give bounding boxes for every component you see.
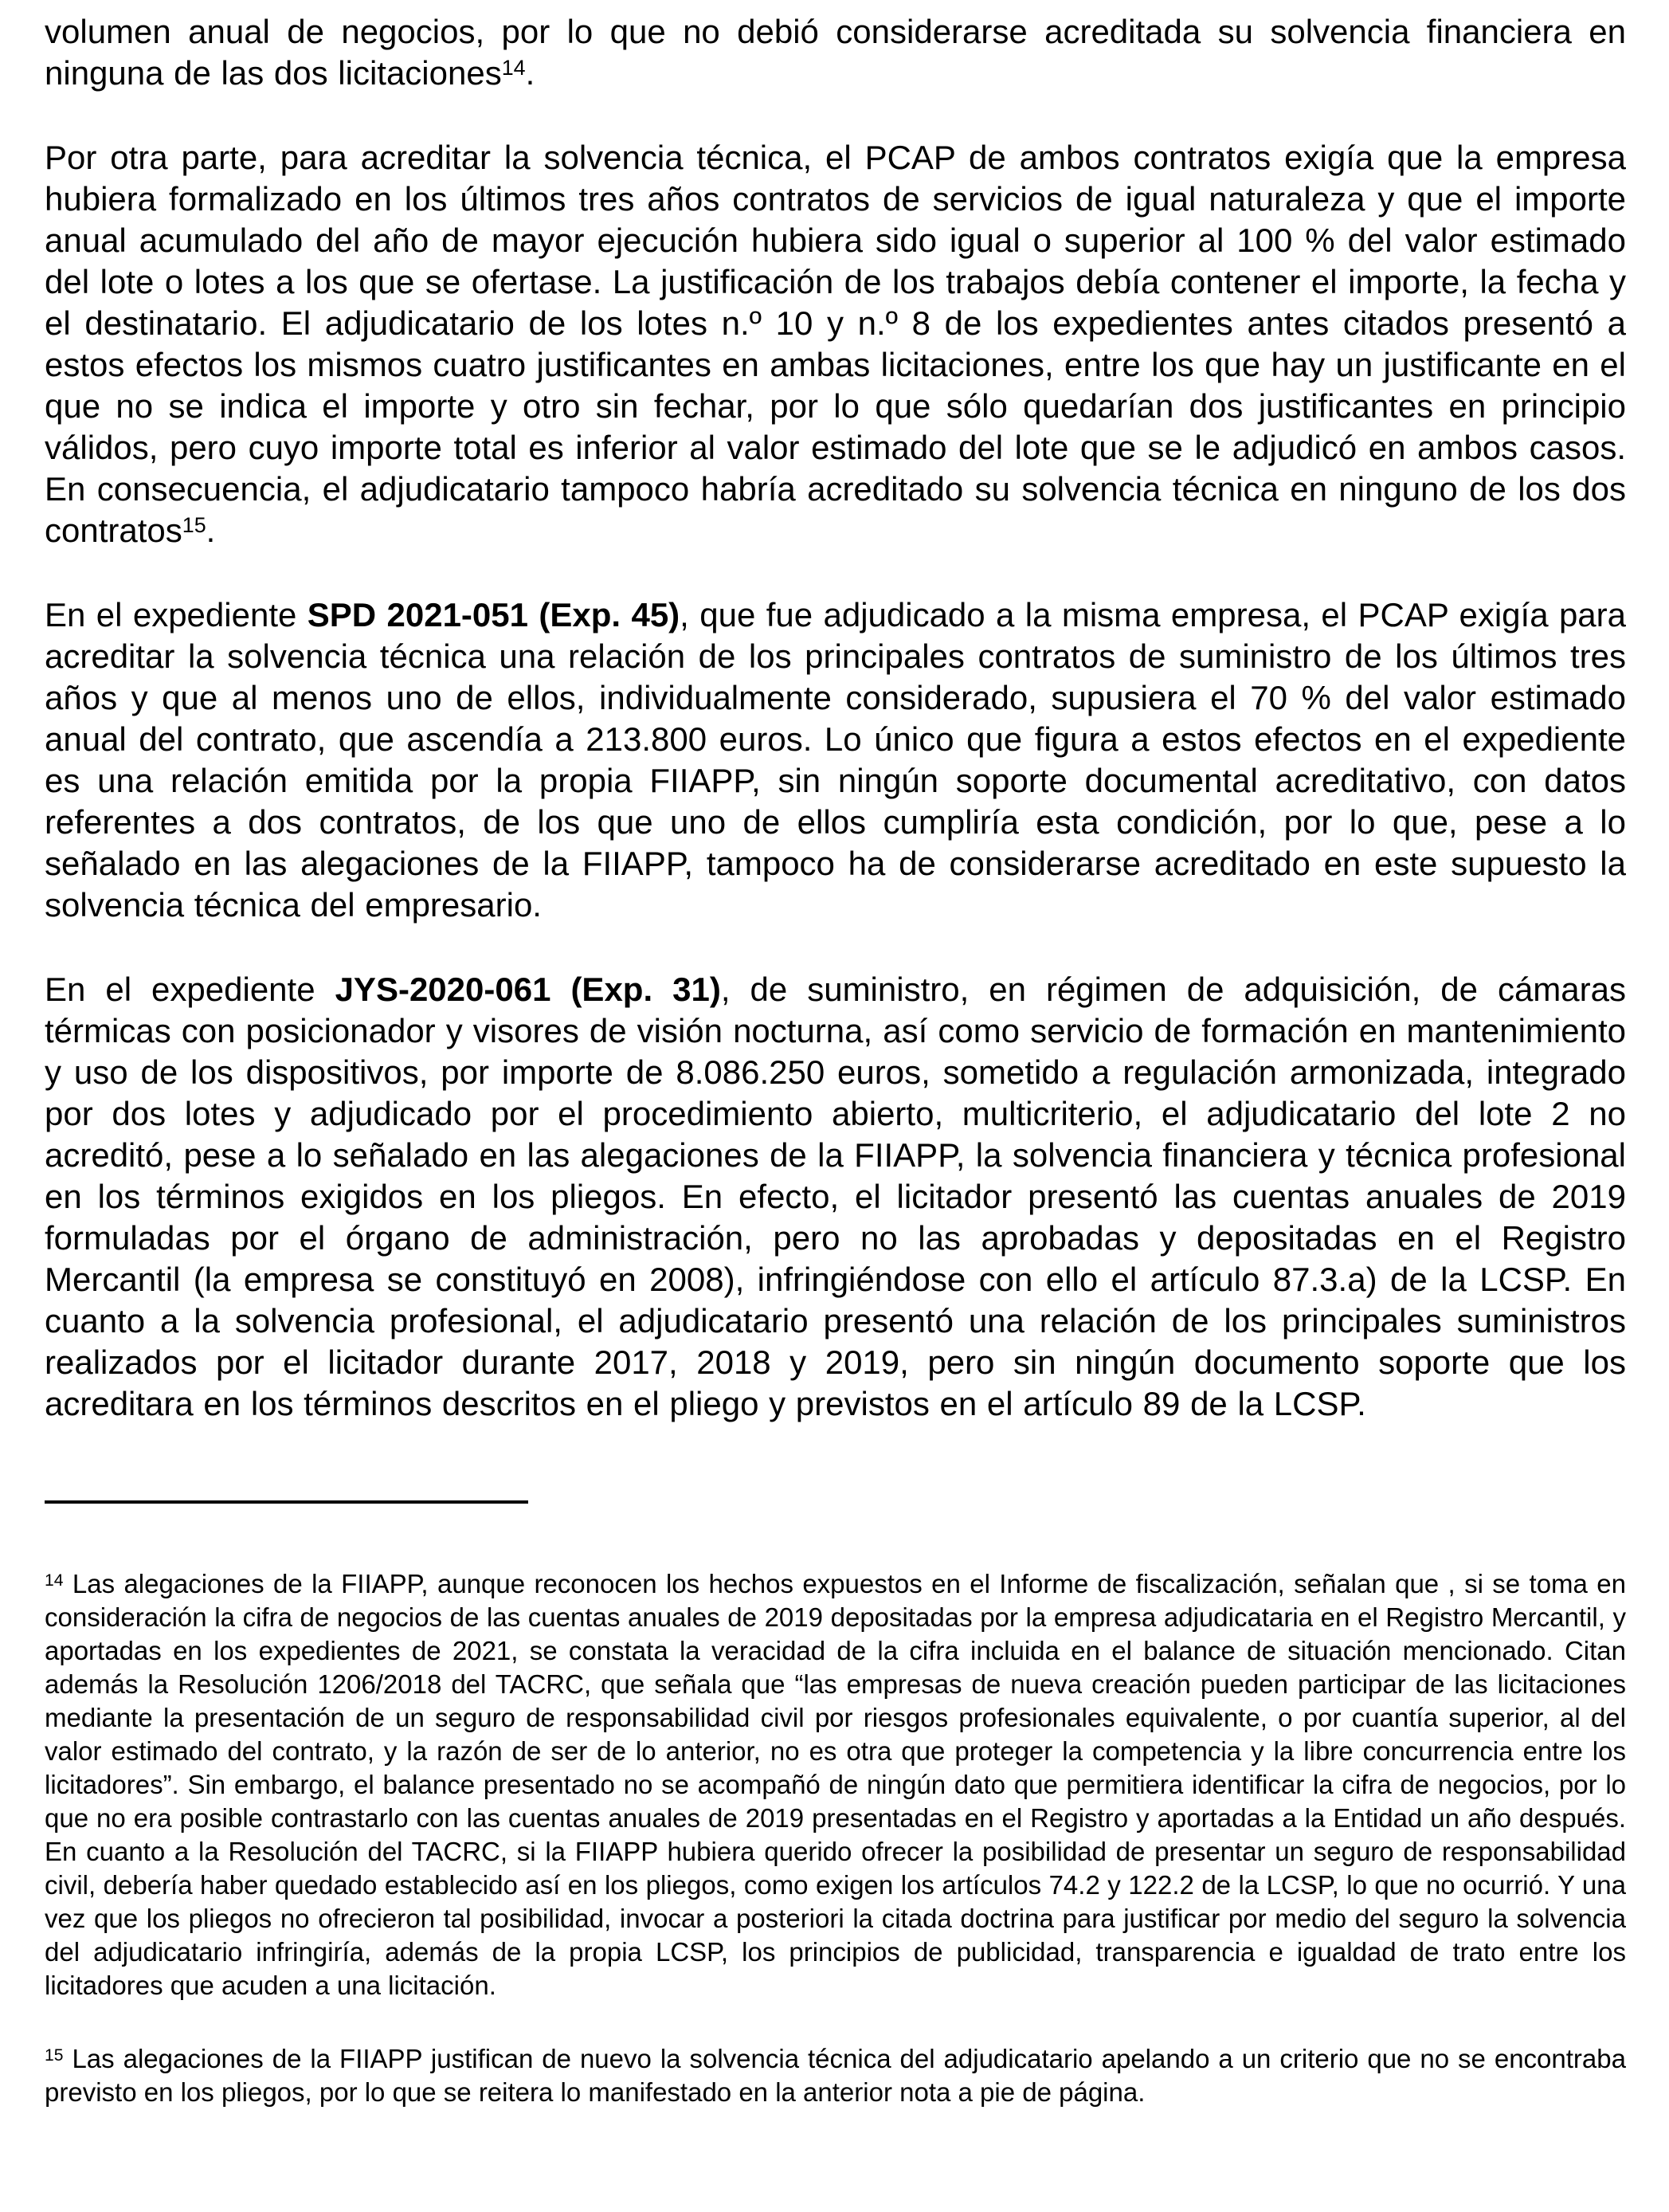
superscript-marker: 14 xyxy=(45,1571,64,1590)
document-content xyxy=(45,11,1626,2109)
text-run: . xyxy=(525,54,535,92)
text-run: , de suministro, en régimen de adquisición, de cámaras térmicas con posicionador y visores de visión nocturna, así como servicio de formación en mantenimiento y uso de los dispositivos, por importe de 8.086.250 euros, sometido a regulación armonizada, integrado por dos lotes y adjudicado por el procedimiento abierto, multicriterio, el adjudicatario del lote 2 no acreditó, pese a lo señalado en las alegaciones de la FIIAPP, la solvencia financiera y técnica profesional en los términos exigidos en los pliegos. En efecto, el licitador presentó las cuentas anuales de 2019 formuladas por el órgano de administración, pero no las aprobadas y depositadas en el Registro Mercantil (la empresa se constituyó en 2008), infringiéndose con ello el artículo 87.3.a) de la LCSP. En cuanto a la solvencia profesional, el adjudicatario presentó una relación de los principales suministros realizados por el licitador durante 2017, 2018 y 2019, pero sin ningún documento soporte que los acreditara en los términos descritos en el pliego y previstos en el artículo 89 de la LCSP. xyxy=(45,971,1626,1422)
body-paragraph xyxy=(45,137,1626,551)
footnote-15 xyxy=(45,2042,1626,2109)
superscript-marker: 14 xyxy=(501,55,526,80)
footnote-separator xyxy=(45,1500,528,1504)
text-run: . xyxy=(206,512,216,549)
text-run: volumen anual de negocios, por lo que no debió considerarse acreditada su solvencia financiera en ninguna de las dos licitaciones xyxy=(45,13,1626,92)
text-run: En el expediente xyxy=(45,971,335,1008)
text-run: Las alegaciones de la FIIAPP justifican de nuevo la solvencia técnica del adjudicatario apelando a un criterio que no se encontraba previsto en los pliegos, por lo que se reitera lo manifestado en la anterior nota a pie de página. xyxy=(45,2044,1626,2107)
superscript-marker: 15 xyxy=(45,2045,64,2065)
superscript-marker: 15 xyxy=(182,512,206,537)
text-run: , que fue adjudicado a la misma empresa, el PCAP exigía para acreditar la solvencia técnica una relación de los principales contratos de suministro de los últimos tres años y que al menos uno de ellos, individualmente considerado, supusiera el 70 % del valor estimado anual del contrato, que ascendía a 213.800 euros. Lo único que figura a estos efectos en el expediente es una relación emitida por la propia FIIAPP, sin ningún soporte documental acreditativo, con datos referentes a dos contratos, de los que uno de ellos cumpliría esta condición, por lo que, pese a lo señalado en las alegaciones de la FIIAPP, tampoco ha de considerarse acreditado en este supuesto la solvencia técnica del empresario. xyxy=(45,596,1627,924)
body-paragraph xyxy=(45,969,1626,1425)
text-run: Por otra parte, para acreditar la solvencia técnica, el PCAP de ambos contratos exigía que la empresa hubiera formalizado en los últimos tres años contratos de servicios de igual naturaleza y que el importe anual acumulado del año de mayor ejecución hubiera sido igual o superior al 100 % del valor estimado del lote o lotes a los que se ofertase. La justificación de los trabajos debía contener el importe, la fecha y el destinatario. El adjudicatario de los lotes n.º 10 y n.º 8 de los expedientes antes citados presentó a estos efectos los mismos cuatro justificantes en ambas licitaciones, entre los que hay un justificante en el que no se indica el importe y otro sin fechar, por lo que sólo quedarían dos justificantes en principio válidos, pero cuyo importe total es inferior al valor estimado del lote que se le adjudicó en ambos casos. En consecuencia, el adjudicatario tampoco habría acreditado su solvencia técnica en ninguno de los dos contratos xyxy=(45,139,1626,549)
body-paragraph xyxy=(45,11,1626,94)
text-run: SPD 2021-051 (Exp. 45) xyxy=(307,596,680,633)
footnotes-section xyxy=(45,1567,1626,2109)
text-run: Las alegaciones de la FIIAPP, aunque reconocen los hechos expuestos en el Informe de fiscalización, señalan que , si se toma en consideración la cifra de negocios de las cuentas anuales de 2019 depositadas por la empresa adjudicataria en el Registro Mercantil, y aportadas en los expedientes de 2021, se constata la veracidad de la cifra incluida en el balance de situación mencionado. Citan además la Resolución 1206/2018 del TACRC, que señala que “las empresas de nueva creación pueden participar de las licitaciones mediante la presentación de un seguro de responsabilidad civil por riesgos profesionales equivalente, o por cuantía superior, al del valor estimado del contrato, y la razón de ser de lo anterior, no es otra que proteger la competencia y la libre concurrencia entre los licitadores”. Sin embargo, el balance presentado no se acompañó de ningún dato que permitiera identificar la cifra de negocios, por lo que no era posible contrastarlo con las cuentas anuales de 2019 presentadas en el Registro y aportadas a la Entidad un año después. En cuanto a la Resolución del TACRC, si la FIIAPP hubiera querido ofrecer la posibilidad de presentar un seguro de responsabilidad civil, debería haber quedado establecido así en los pliegos, como exigen los artículos 74.2 y 122.2 de la LCSP, lo que no ocurrió. Y una vez que los pliegos no ofrecieron tal posibilidad, invocar a posteriori la citada doctrina para justificar por medio del seguro la solvencia del adjudicatario infringiría, además de la propia LCSP, los principios de publicidad, transparencia e igualdad de trato entre los licitadores que acuden a una licitación. xyxy=(45,1569,1626,2000)
text-run: JYS-2020-061 (Exp. 31) xyxy=(335,971,721,1008)
footnote-14 xyxy=(45,1567,1626,2002)
body-paragraph xyxy=(45,594,1626,926)
text-run: En el expediente xyxy=(45,596,308,633)
